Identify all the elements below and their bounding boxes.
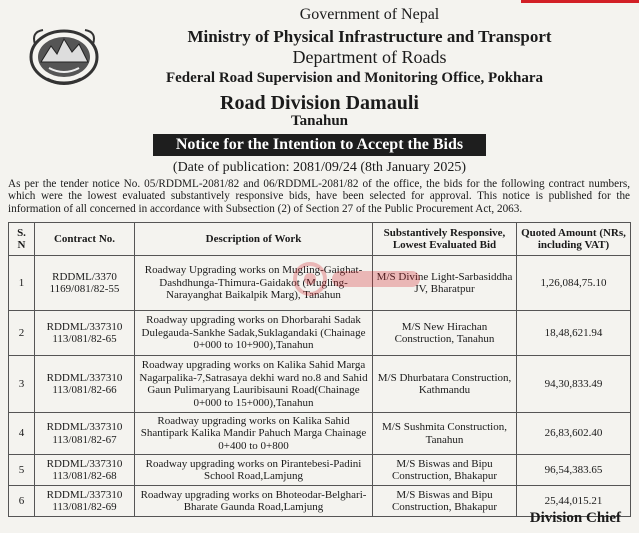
cell-amount: 1,26,084,75.10 [517, 256, 631, 311]
cell-sn: 2 [9, 311, 35, 356]
cell-description: Roadway upgrading works on Bhoteodar-Belghari-Bharate Gaunda Road,Lamjung [135, 486, 373, 517]
district-line: Tanahun [291, 113, 348, 129]
header-amount: Quoted Amount (NRs, including VAT) [517, 223, 631, 256]
cell-bidder: M/S Sushmita Construction, Tanahun [373, 413, 517, 455]
cell-contract: RDDML/3370 1169/081/82-55 [35, 256, 135, 311]
table-row [9, 413, 631, 455]
cell-amount: 26,83,602.40 [517, 413, 631, 455]
cell-contract: RDDML/337310 113/081/82-69 [35, 486, 135, 517]
cell-amount: 25,44,015.21 [517, 486, 631, 517]
cell-bidder: M/S New Hirachan Construction, Tanahun [373, 311, 517, 356]
publication-date: (Date of publication: 2081/09/24 (8th January 2025) [172, 160, 467, 175]
ministry-line: Ministry of Physical Infrastructure and Transport [187, 27, 552, 46]
cell-description: Roadway Upgrading works on Mugling-Gaighat-Dashdhunga-Thimura-Gaidakot (Mugling-Narayanghat Baikalpik Marg), Tanahun [135, 256, 373, 311]
header-description: Description of Work [135, 223, 373, 256]
cell-contract: RDDML/337310 113/081/82-67 [35, 413, 135, 455]
cell-sn: 5 [9, 455, 35, 486]
table-row [9, 356, 631, 413]
top-accent-line [521, 0, 639, 3]
header-sn: S. N [9, 223, 35, 256]
header-contract: Contract No. [35, 223, 135, 256]
cell-sn: 1 [9, 256, 35, 311]
cell-contract: RDDML/337310 113/081/82-66 [35, 356, 135, 413]
cell-description: Roadway upgrading works on Kalika Sahid Shantipark Kalika Mandir Pahuch Marga Chainage 0+400 to 0+800 [135, 413, 373, 455]
table-header-row [9, 223, 631, 256]
division-line: Road Division Damauli [220, 92, 419, 114]
cell-description: Roadway upgrading works on Kalika Sahid Marga Nagarpalika-7,Satrasaya dekhi ward no.8 and Sahid Gaun Pulimaryang Lauribisauni Road(Chainage 0+000 to 15+000),Tanahun [135, 356, 373, 413]
cell-sn: 4 [9, 413, 35, 455]
cell-contract: RDDML/337310 113/081/82-68 [35, 455, 135, 486]
cell-amount: 96,54,383.65 [517, 455, 631, 486]
cell-amount: 94,30,833.49 [517, 356, 631, 413]
cell-bidder: M/S Biswas and Bipu Construction, Bhakapur [373, 455, 517, 486]
table-row [9, 311, 631, 356]
table-row [9, 455, 631, 486]
office-line: Federal Road Supervision and Monitoring Office, Pokhara [165, 70, 544, 86]
intro-paragraph: As per the tender notice No. 05/RDDML-2081/82 and 06/RDDML-2081/82 of the office, the bids for the following contract numbers, which were the lowest evaluated substantively responsive bids, have been selected for approval. This notice is published for the information of all concerned in accordance with Subsection (2) of Section 27 of the Public Procurement Act, 2063. [8, 178, 630, 215]
cell-sn: 6 [9, 486, 35, 517]
cell-bidder: M/S Divine Light-Sarbasiddha JV, Bharatpur [373, 256, 517, 311]
cell-description: Roadway upgrading works on Pirantebesi-Padini School Road,Lamjung [135, 455, 373, 486]
cell-bidder: M/S Dhurbatara Construction, Kathmandu [373, 356, 517, 413]
watermark-logo-icon [290, 257, 425, 301]
cell-sn: 3 [9, 356, 35, 413]
government-line: Government of Nepal [299, 6, 440, 23]
department-line: Department of Roads [292, 47, 447, 67]
cell-description: Roadway upgrading works on Dhorbarahi Sadak Dulegauda-Sankhe Sadak,Suklagandaki (Chainage 0+000 to 10+900),Tanahun [135, 311, 373, 356]
notice-title: Notice for the Intention to Accept the Bids [153, 134, 486, 156]
cell-contract: RDDML/337310 113/081/82-65 [35, 311, 135, 356]
header-bidder: Substantively Responsive, Lowest Evaluated Bid [373, 223, 517, 256]
cell-bidder: M/S Biswas and Bipu Construction, Bhakapur [373, 486, 517, 517]
cell-amount: 18,48,621.94 [517, 311, 631, 356]
signature-division-chief: Division Chief [529, 510, 621, 526]
